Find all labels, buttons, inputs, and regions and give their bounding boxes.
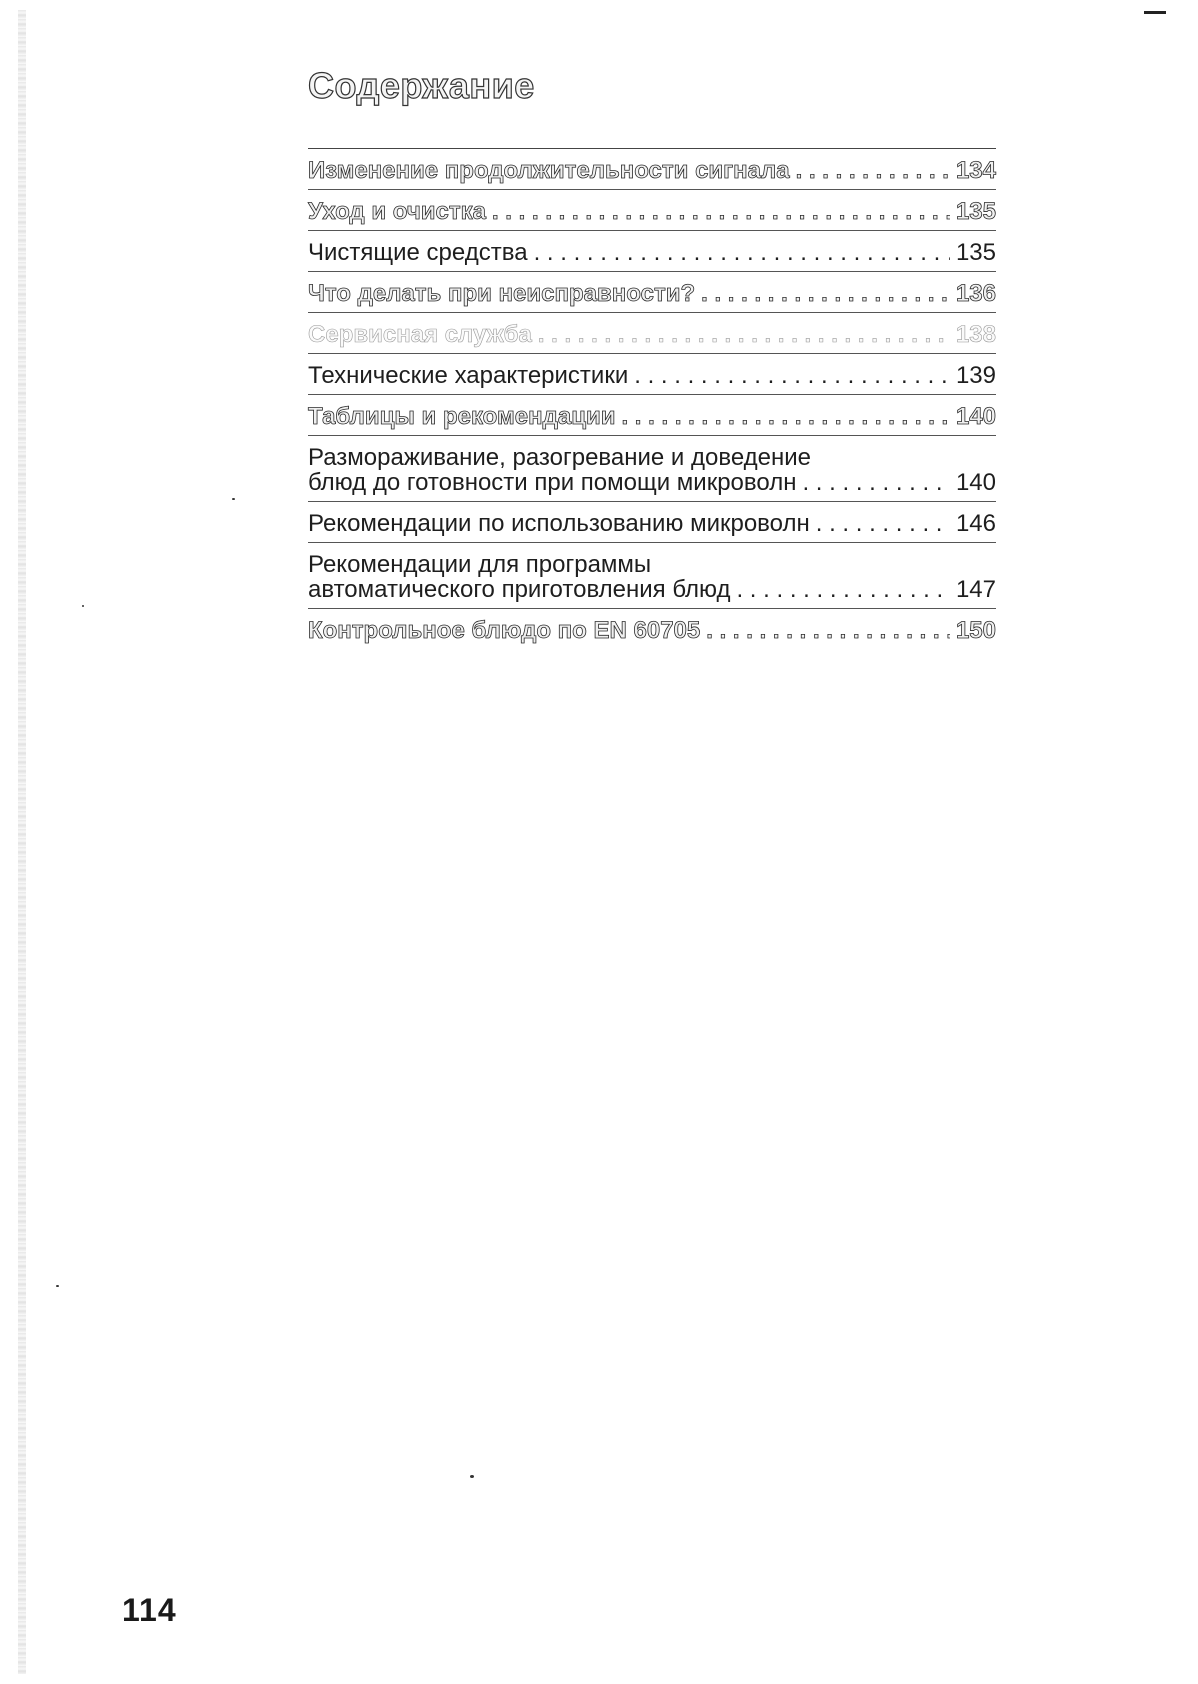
toc-entry-label: Чистящие средства	[308, 238, 528, 266]
page-number: 114	[122, 1592, 177, 1628]
dot-leader	[634, 363, 950, 388]
toc-entry[interactable]	[308, 190, 996, 231]
toc-entry-page: 140	[955, 468, 996, 496]
toc-entry-label: Таблицы и рекомендации	[308, 402, 616, 430]
scan-corner-mark	[1144, 11, 1166, 14]
toc-entry-label: Изменение продолжительности сигнала	[308, 156, 790, 184]
toc-list	[308, 148, 996, 649]
page-title: Содержание	[308, 65, 535, 106]
scan-binding-edge	[18, 10, 26, 1674]
toc-entry-page: 150	[955, 616, 996, 644]
toc-entry[interactable]	[308, 502, 996, 543]
toc-entry-label: блюд до готовности при помощи микроволн	[308, 468, 797, 496]
dot-leader	[802, 470, 949, 495]
dot-leader	[736, 577, 949, 602]
toc-entry[interactable]	[308, 354, 996, 395]
toc-entry-page: 140	[955, 402, 996, 430]
toc-entry[interactable]	[308, 231, 996, 272]
toc-entry-label-line: Размораживание, разогревание и доведение	[308, 443, 812, 471]
scan-speck	[56, 1285, 59, 1287]
dot-leader	[621, 404, 949, 429]
dot-leader	[706, 618, 950, 643]
toc-entry[interactable]	[308, 313, 996, 354]
dot-leader	[796, 158, 950, 183]
dot-leader	[701, 281, 950, 306]
toc-entry[interactable]	[308, 609, 996, 649]
scan-speck	[470, 1475, 474, 1478]
toc-entry[interactable]	[308, 272, 996, 313]
toc-entry[interactable]	[308, 395, 996, 436]
toc-entry-label: автоматического приготовления блюд	[308, 575, 731, 603]
toc-entry-page: 147	[955, 575, 996, 603]
toc-entry[interactable]	[308, 149, 996, 190]
scan-speck	[82, 605, 84, 607]
toc-entry-page: 135	[955, 238, 996, 266]
dot-leader	[816, 511, 950, 536]
dot-leader	[534, 240, 950, 265]
toc-entry-page: 138	[955, 320, 996, 348]
table-of-contents	[308, 66, 996, 649]
dot-leader	[538, 322, 950, 347]
toc-entry-label-line: Рекомендации для программы	[308, 550, 652, 578]
toc-entry-label: Рекомендации по использованию микроволн	[308, 509, 810, 537]
toc-entry-page: 139	[955, 361, 996, 389]
toc-entry-label: Сервисная служба	[308, 320, 532, 348]
toc-entry-label: Технические характеристики	[308, 361, 629, 389]
dot-leader	[492, 199, 950, 224]
toc-entry[interactable]	[308, 436, 996, 502]
toc-entry-page: 136	[955, 279, 996, 307]
toc-entry[interactable]	[308, 543, 996, 609]
toc-entry-page: 134	[955, 156, 996, 184]
toc-entry-label: Контрольное блюдо по EN 60705	[308, 616, 701, 644]
toc-entry-page: 135	[955, 197, 996, 225]
scan-speck	[232, 498, 235, 500]
toc-entry-label: Что делать при неисправности?	[308, 279, 696, 307]
toc-entry-page: 146	[955, 509, 996, 537]
toc-entry-label: Уход и очистка	[308, 197, 486, 225]
